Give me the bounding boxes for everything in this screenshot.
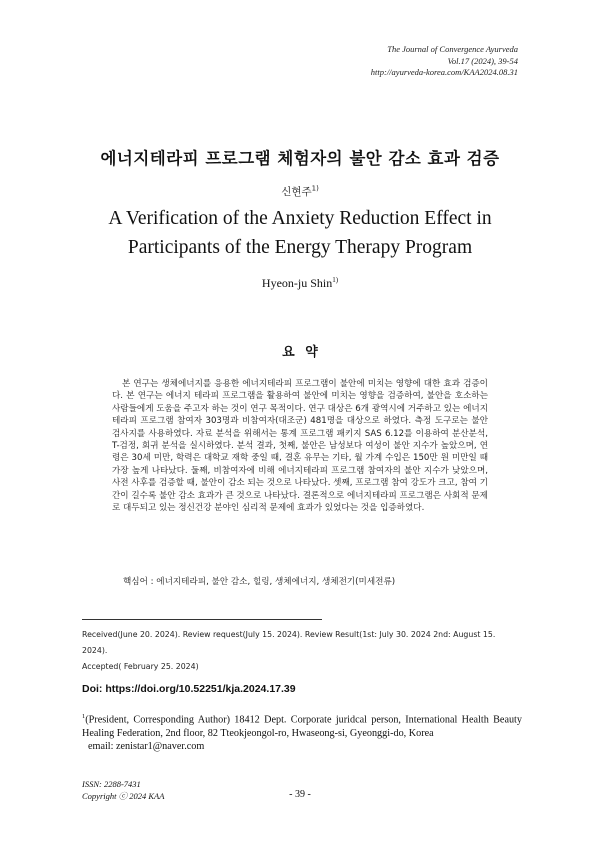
journal-header [371, 44, 518, 79]
author-english [0, 276, 600, 291]
received-line2: Accepted( February 25. 2024) [82, 662, 199, 671]
title-korean: 에너지테라피 프로그램 체험자의 불안 감소 효과 검증 [100, 149, 500, 168]
author-email[interactable]: email: zenistar1@naver.com [88, 741, 205, 753]
received-line1: Received(June 20. 2024). Review request(July 15. 2024). Review Result(1st: July 30. 2024 2nd: August 15. 2024). [82, 630, 496, 655]
abstract-text: 본 연구는 생체에너지를 응용한 에너지테라피 프로그램이 불안에 미치는 영향에 대한 효과 검증이다. 본 연구는 에너지 테라피 프로그램을 활용하여 불안에 미치는 영향을 검증하여, 불안을 호소하는 사람들에게 도움을 주고자 하는 것이 연구 목적이다. 연구 대상은 6개 광역시에 거주하고 있는 에너지테라피 프로그램 참여자 303명과 비참여자(대조군) 481명을 대상으로 하였다. 측정 도구로는 불안 검사지를 사용하였다. 자료 분석을 위해서는 통계 프로그램 패키지 SAS 6.12를 이용하여 분산분석, T-검정, 회귀 분석을 실시하였다. 분석 결과, 첫째, 불안은 남성보다 여성이 불안 지수가 높았으며, 연령은 30세 미만, 학력은 대학교 재학 중일 때, 결혼 유무는 기타, 월 가계 수입은 150만 원 미만일 때 가장 높게 나타났다. 둘째, 비참여자에 비해 에너지테라피 프로그램 참여자의 불안 지수가 낮았으며, 사전 사후를 검증할 때, 불안이 감소 되는 것으로 나타났다. 셋째, 프로그램 참여 강도가 크고, 참여 기간이 길수록 불안 감소 효과가 큰 것으로 나타났다. 결론적으로 에너지테라피 프로그램은 사회적 문제로 대두되고 있는 정신건강 분야인 심리적 문제에 효과가 있었다는 것을 입증하였다. [112, 379, 488, 514]
author-korean-sup: 1) [311, 184, 319, 193]
journal-name: The Journal of Convergence Ayurveda [387, 44, 518, 54]
author-english-sup: 1) [332, 276, 339, 284]
footnote-divider [82, 619, 322, 620]
doi-link[interactable]: Doi: https://doi.org/10.52251/kja.2024.17.39 [82, 683, 296, 695]
copyright: Copyright ⓒ 2024 KAA [82, 791, 165, 801]
issn: ISSN: 2288-7431 [82, 779, 141, 789]
author-affiliation [82, 710, 522, 754]
keywords: 핵심어 : 에너지테라피, 불안 감소, 힐링, 생체에너지, 생체전기(미세전류) [123, 577, 396, 587]
journal-url: http://ayurveda-korea.com/KAA2024.08.31 [370, 67, 518, 77]
affiliation-text: (President, Corresponding Author) 18412 Dept. Corporate juridcal person, International Health Beauty Healing Federation, 2nd floor, 82 Tteokjeongol-ro, Hwaseong-si, Gyeonggi-do, Korea [82, 714, 522, 739]
author-korean-name: 신현주 [281, 186, 312, 198]
affiliation-sup: 1 [82, 713, 86, 720]
received-info [82, 627, 522, 675]
title-english-line1: A Verification of the Anxiety Reduction Effect in [108, 208, 492, 229]
title-english [0, 204, 600, 262]
author-english-name: Hyeon-ju Shin [261, 276, 333, 290]
page-number: - 39 - [289, 789, 311, 800]
author-korean [0, 184, 600, 199]
title-english-line2: Participants of the Energy Therapy Program [127, 237, 473, 258]
journal-volume: Vol.17 (2024), 39-54 [447, 55, 518, 66]
abstract-heading: 요 약 [282, 345, 318, 360]
